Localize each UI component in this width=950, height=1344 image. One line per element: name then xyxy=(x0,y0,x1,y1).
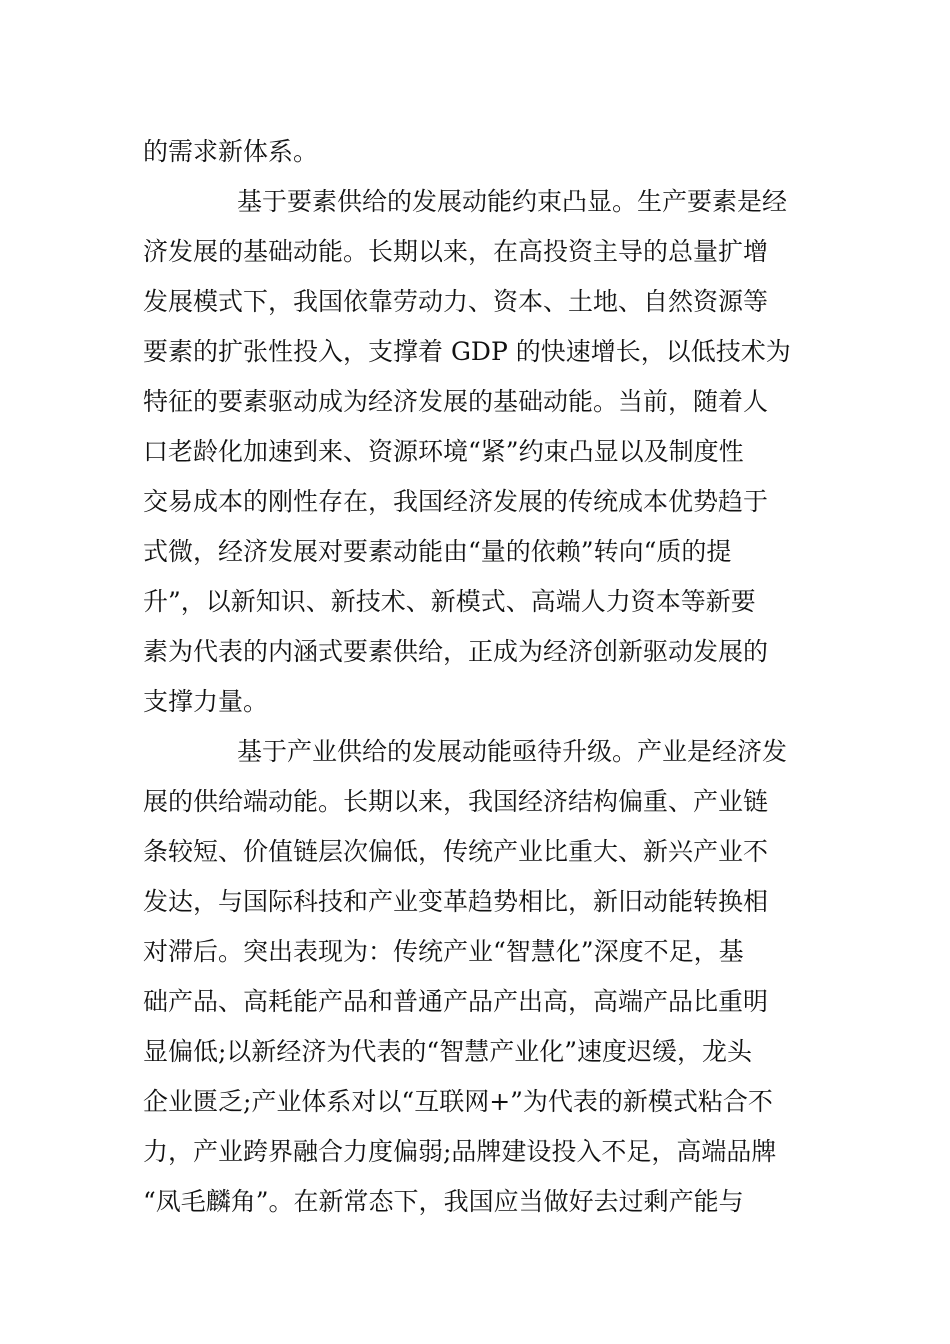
text-line: 支撑力量。 xyxy=(143,687,269,716)
text-line: 济发展的基础动能。长期以来，在高投资主导的总量扩增 xyxy=(143,237,769,266)
text-line: 显偏低;以新经济为代表的“智慧产业化”速度迟缓，龙头 xyxy=(143,1037,752,1066)
document-body xyxy=(143,127,813,1227)
text-line: 升”，以新知识、新技术、新模式、高端人力资本等新要 xyxy=(143,587,756,616)
text-line: 的需求新体系。 xyxy=(143,137,319,166)
text-line: 式微，经济发展对要素动能由“量的依赖”转向“质的提 xyxy=(143,537,732,566)
text-line: 对滞后。突出表现为：传统产业“智慧化”深度不足，基 xyxy=(143,937,744,966)
paragraph-start-line: 基于要素供给的发展动能约束凸显。生产要素是经 xyxy=(237,187,788,216)
text-line: 条较短、价值链层次偏低，传统产业比重大、新兴产业不 xyxy=(143,837,769,866)
text-line: “凤毛麟角”。在新常态下，我国应当做好去过剩产能与 xyxy=(143,1187,744,1216)
text-line: 础产品、高耗能产品和普通产品产出高，高端产品比重明 xyxy=(143,987,769,1016)
text-line: 企业匮乏;产业体系对以“互联网+”为代表的新模式粘合不 xyxy=(143,1087,773,1116)
text-line: 要素的扩张性投入，支撑着 GDP 的快速增长，以低技术为 xyxy=(143,337,791,366)
text-line: 发展模式下，我国依靠劳动力、资本、土地、自然资源等 xyxy=(143,287,769,316)
text-line: 力，产业跨界融合力度偏弱;品牌建设投入不足，高端品牌 xyxy=(143,1137,777,1166)
text-line: 展的供给端动能。长期以来，我国经济结构偏重、产业链 xyxy=(143,787,769,816)
text-line: 口老龄化加速到来、资源环境“紧”约束凸显以及制度性 xyxy=(143,437,744,466)
text-line: 交易成本的刚性存在，我国经济发展的传统成本优势趋于 xyxy=(143,487,769,516)
text-line: 素为代表的内涵式要素供给，正成为经济创新驱动发展的 xyxy=(143,637,769,666)
paragraph-start-line: 基于产业供给的发展动能亟待升级。产业是经济发 xyxy=(237,737,788,766)
text-line: 发达，与国际科技和产业变革趋势相比，新旧动能转换相 xyxy=(143,887,769,916)
text-line: 特征的要素驱动成为经济发展的基础动能。当前，随着人 xyxy=(143,387,769,416)
